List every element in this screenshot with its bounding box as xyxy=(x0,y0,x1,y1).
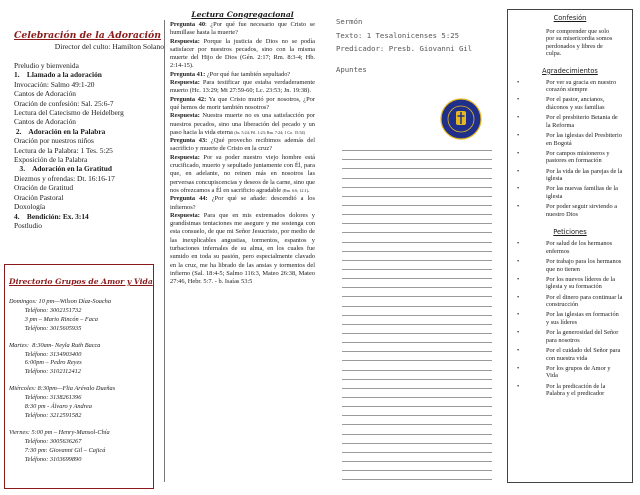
catechism-reference: (Jn. 5:24; Fil. 1:23; Rm. 7:24; 1 Co. 15:54) xyxy=(234,129,305,135)
catechism-label: Respuesta: xyxy=(170,79,200,87)
catechism-label: Pregunta 44: xyxy=(170,195,208,203)
catechism-sentence: Para testificar que estaba verdaderamente muerto (Hc. 13:29; Mt 27:59-60; Lc. 23:53; Jn. 19:38). xyxy=(170,79,315,95)
notes-line xyxy=(342,444,492,453)
catechism-sentence: : ¿Por qué fue necesario que Cristo se humillase hasta la muerte? xyxy=(170,21,315,37)
worship-order-item: Preludio y bienvenida xyxy=(14,61,79,70)
catechism-sentence: . xyxy=(308,186,310,194)
worship-order-item: Postludio xyxy=(14,220,42,230)
catechism-sentence: Ya que Cristo murió por nosotros, ¿Por qué hemos de morir también nosotros? xyxy=(170,95,315,111)
request-item: • Por las iglesias en formación y sus líderes xyxy=(513,311,627,326)
thanks-item: • Por la vida de las parejas de la iglesia xyxy=(513,168,627,183)
notes-label: Apuntes xyxy=(336,64,367,74)
worship-title: Celebración de la Adoración xyxy=(14,30,162,41)
group-entry: Teléfono: 3134903400 xyxy=(9,350,82,358)
thanks-item: • Por las nuevas familias de la iglesia xyxy=(513,185,627,200)
catechism-label: Pregunta 42: xyxy=(170,95,207,103)
thanks-title: Agradecimientos xyxy=(542,66,598,75)
notes-line xyxy=(342,151,492,160)
prayer-panel xyxy=(507,9,633,483)
sermon-panel xyxy=(336,14,498,484)
worship-order-panel xyxy=(9,12,164,482)
catechism-label: Pregunta 43: xyxy=(170,137,208,145)
notes-line xyxy=(342,453,492,462)
catechism-reference: (Rm. 6:6; 12:1) xyxy=(282,187,309,193)
request-item: • Por el cuidado del Señor para con nuestra vida xyxy=(513,347,627,362)
notes-line xyxy=(342,462,492,471)
catechism-text xyxy=(170,21,315,287)
worship-order-item: 4. Bendición: Ex. 3:14 xyxy=(14,211,89,221)
thanks-item: • Por las iglesias del Presbiterio en Bogotá xyxy=(513,132,627,147)
notes-line xyxy=(342,361,492,370)
group-entry: Teléfono: 3015605935 xyxy=(9,324,82,332)
notes-line xyxy=(342,435,492,444)
request-item: • Por la predicación de la Palabra y el predicador xyxy=(513,383,627,398)
thanks-item: • Por campos misioneros y pastores en formación xyxy=(513,150,627,165)
notes-line xyxy=(342,206,492,215)
group-entry: Teléfono: 3212591582 xyxy=(9,411,82,419)
worship-order-item: Exposición de la Palabra xyxy=(14,155,88,165)
group-entry: 6:00pm – Pedro Reyes xyxy=(9,359,82,367)
group-entry: Teléfono: 3002151732 xyxy=(9,306,82,314)
notes-line xyxy=(342,233,492,242)
group-entry: Teléfono: 3138261396 xyxy=(9,394,82,402)
confession-text: Por comprender que solo por su misericordia somos perdonados y libres de culpa. xyxy=(546,28,613,58)
worship-order-item: Oración de Gratitud xyxy=(14,183,74,193)
worship-order-item: 3. Adoración en la Gratitud xyxy=(14,164,112,174)
catechism-label: Respuesta: xyxy=(170,112,200,120)
thanks-item: • Por el pastor, ancianos, diáconos y sus familias xyxy=(513,96,627,111)
thanks-item: • Por ver su gracia en nuestro corazón siempre xyxy=(513,79,627,94)
notes-line xyxy=(342,297,492,306)
notes-line xyxy=(342,307,492,316)
notes-line xyxy=(342,188,492,197)
sermon-text-reference: Texto: 1 Tesalonicenses 5:25 xyxy=(336,30,460,40)
catechism-sentence: Nuestra muerte no es una satisfacción por nuestros pecados, sino una liberación del pecado y un paso hacia la vida eterna xyxy=(170,112,315,136)
notes-line xyxy=(342,179,492,188)
groups-directory-title: Directorio Grupos de Amor y Vida xyxy=(9,277,153,286)
notes-line xyxy=(342,471,492,480)
notes-line xyxy=(342,224,492,233)
notes-line xyxy=(342,334,492,343)
notes-line xyxy=(342,325,492,334)
worship-order-item: Lectura del Catecismo de Heidelberg xyxy=(14,108,124,118)
request-item: • Por los nuevos líderes de la iglesia y su formación xyxy=(513,276,627,291)
thanks-item: • Por el presbiterio Betania de la Reforma xyxy=(513,114,627,129)
group-entry: Domingos: 10 pm—Wilson Díaz-Soacha xyxy=(9,298,111,305)
worship-order-item: Oración Pastoral xyxy=(14,192,64,202)
notes-line xyxy=(342,270,492,279)
notes-line xyxy=(342,197,492,206)
catechism-label: Respuesta: xyxy=(170,211,200,219)
notes-line xyxy=(342,142,492,151)
worship-order-item: Invocación: Salmo 49:1-20 xyxy=(14,79,95,89)
requests-list xyxy=(513,240,627,397)
worship-order-item: 1. Llamado a la adoración xyxy=(14,70,102,80)
notes-line xyxy=(342,398,492,407)
worship-order-item: Oración por nuestros niños xyxy=(14,136,94,146)
notes-line xyxy=(342,243,492,252)
notes-line xyxy=(342,279,492,288)
church-seal-icon xyxy=(440,98,482,140)
confession-title: Confesión xyxy=(553,14,587,22)
group-entry: Teléfono: 3005636267 xyxy=(9,437,82,445)
notes-line xyxy=(342,169,492,178)
notes-line xyxy=(342,288,492,297)
notes-line xyxy=(342,160,492,169)
catechism-sentence: ¿Qué provecho recibimos además del sacrificio y muerte de Cristo en la cruz? xyxy=(170,137,315,153)
catechism-sentence: ¿Por qué se añade: descendió a los infiernos? xyxy=(170,195,315,211)
catechism-label: Respuesta: xyxy=(170,153,200,161)
worship-order-item: Diezmos y ofrendas: Dt. 16:16-17 xyxy=(14,173,115,183)
catechism-sentence: Para que en mis extremados dolores y grandísimas tentaciones me asegure y me sostenga con esta consuelo, de que mi Señor Jesucristo, por medio de las inexplicables angustias, tormentos, espantos y turbaciones infernales de su alma, en los cuales fue sumido en toda su pasión, pero especialmente clavado en la cruz, me ha librado de las ansias y tormentos del infierno (Sal. 18:4-5; Salmo 116:3, Mateo 26:38, Mateo 27:46, Hebr. 5:7. - b. Isaías 53:5 xyxy=(170,211,315,286)
group-entry: 8:30 pm - Álvaro y Andrea xyxy=(9,403,92,411)
notes-line xyxy=(342,252,492,261)
request-item: • Por salud de los hermanos enfermos xyxy=(513,240,627,255)
request-item: • Por los grupos de Amor y Vida xyxy=(513,365,627,380)
sermon-preacher: Predicador: Presb. Giovanni Gil xyxy=(336,44,473,53)
sermon-heading: Sermón xyxy=(336,17,363,26)
notes-line xyxy=(342,316,492,325)
congregational-reading-title: Lectura Congregacional xyxy=(191,10,294,19)
thanks-list xyxy=(513,79,627,219)
notes-line xyxy=(342,215,492,224)
worship-order-item: Lectura de la Palabra: 1 Tes. 5:25 xyxy=(14,145,113,155)
requests-title: Peticiones xyxy=(553,228,587,237)
request-item: • Por la generosidad del Señor para nosotros xyxy=(513,329,627,344)
catechism-sentence: ¿Por qué fue también sepultado? xyxy=(205,70,291,78)
group-entry: Viernes: 5:00 pm – Henry-Mansol-Chía xyxy=(9,428,110,436)
notes-line xyxy=(342,343,492,352)
notes-line xyxy=(342,425,492,434)
worship-order-item: Cantos de Adoración xyxy=(14,117,76,127)
worship-order-item: Cantos de Adoración xyxy=(14,89,76,99)
group-entry: Miércoles: 8:30pm—Flia Arévalo Dueñas xyxy=(9,385,116,393)
worship-order-item: Doxología xyxy=(14,202,46,212)
worship-director: Director del culto: Hamilton Solano xyxy=(54,42,164,51)
request-item: • Por el dinero para continuar la construcción xyxy=(513,294,627,309)
catechism-label: Pregunta 40 xyxy=(170,21,206,28)
notes-line xyxy=(342,261,492,270)
notes-lines xyxy=(342,142,492,480)
catechism-label: Respuesta: xyxy=(170,37,200,45)
group-entry: Teléfono: 3103699890 xyxy=(9,455,82,463)
notes-line xyxy=(342,389,492,398)
group-entry: 7:30 pm: Giovanni Gil – Cajicá xyxy=(9,446,106,454)
group-entry: 3 pm – Mario Rincón – Faca xyxy=(9,315,98,323)
notes-line xyxy=(342,352,492,361)
catechism-sentence: Por su poder nuestro viejo hombre está crucificado, muerto y sepultado juntamente con Él, para que, en adelante, no reinen más en nosotros las perversas concupiscencias y deseos de la carne, sino que nos ofrezcamos a Él en sacrificio agradable xyxy=(170,153,315,194)
notes-line xyxy=(342,371,492,380)
request-item: • Por trabajo para los hermanos que no tienen xyxy=(513,258,627,273)
thanks-item: • Por poder seguir sirviendo a nuestro Dios xyxy=(513,203,627,218)
notes-line xyxy=(342,380,492,389)
worship-order-list xyxy=(14,61,164,230)
group-entry: Teléfono: 3102112412 xyxy=(9,368,81,376)
catechism-sentence: Porque la justicia de Dios no se podía satisfacer por nuestros pecados, sino con la misma muerte del Hijo de Dios (Gén. 2:17; Rm. 8:3-4; Hb. 2:14-15). xyxy=(170,37,315,70)
notes-line xyxy=(342,407,492,416)
worship-order-item: 2. Adoración en la Palabra xyxy=(14,126,106,136)
groups-directory-list xyxy=(9,298,149,465)
notes-line xyxy=(342,416,492,425)
congregational-reading-panel xyxy=(164,10,315,482)
groups-directory-box xyxy=(4,264,154,489)
catechism-label: Pregunta 41: xyxy=(170,70,206,78)
worship-order-item: Oración de confesión: Sal. 25:6-7 xyxy=(14,98,114,108)
group-entry: Martes: 8:30am- Neyla Ruth Bacca xyxy=(9,341,101,349)
